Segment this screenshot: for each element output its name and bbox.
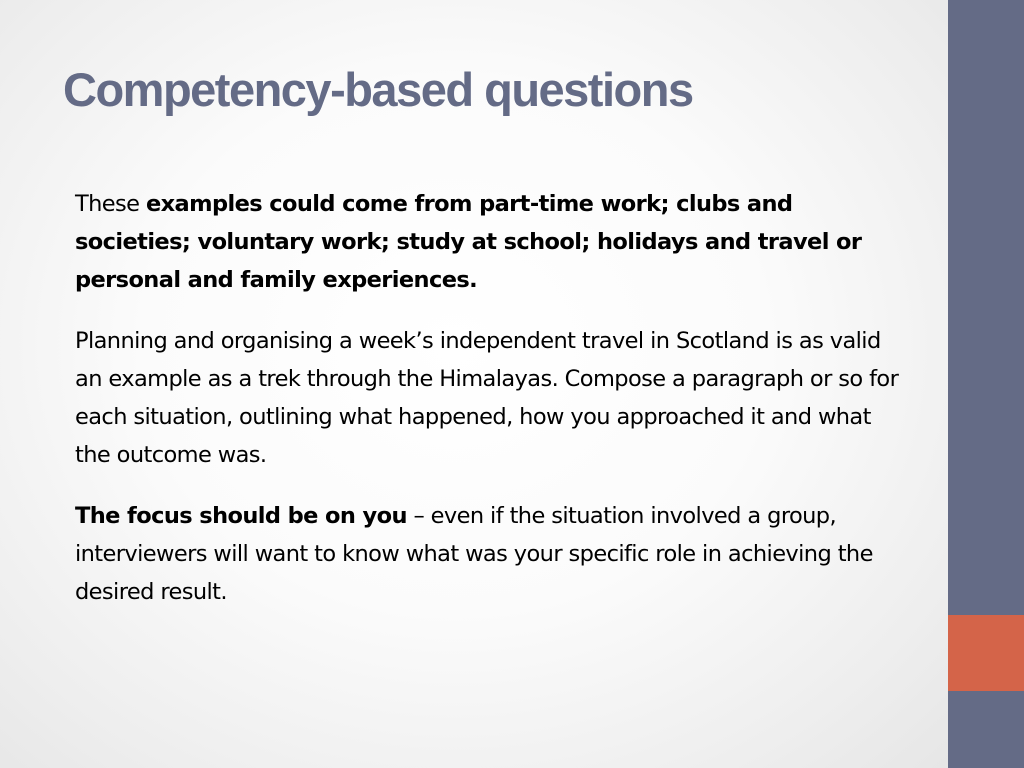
accent-block bbox=[948, 615, 1024, 691]
slide-title: Competency-based questions bbox=[63, 63, 693, 116]
paragraph-focus bbox=[75, 497, 905, 611]
paragraph-planning: Planning and organising a week’s independent travel in Scotland is as valid an example as a trek through the Himalayas. Compose a paragraph or so for each situation, outlining what happened, how you approached it and what the outcome was. bbox=[75, 328, 899, 468]
paragraph-examples-bold: examples could come from part-time work; clubs and societies; voluntary work; study at school; holidays and travel or personal and family experiences. bbox=[75, 191, 862, 293]
paragraph-focus-bold: The focus should be on you bbox=[75, 503, 407, 529]
paragraph-examples-lead: These bbox=[75, 191, 146, 217]
slide-body bbox=[75, 185, 905, 634]
paragraph-focus-rest: – even if the situation involved a group, interviewers will want to know what was your specific role in achieving the desired result. bbox=[75, 503, 873, 605]
paragraph-examples bbox=[75, 185, 905, 299]
